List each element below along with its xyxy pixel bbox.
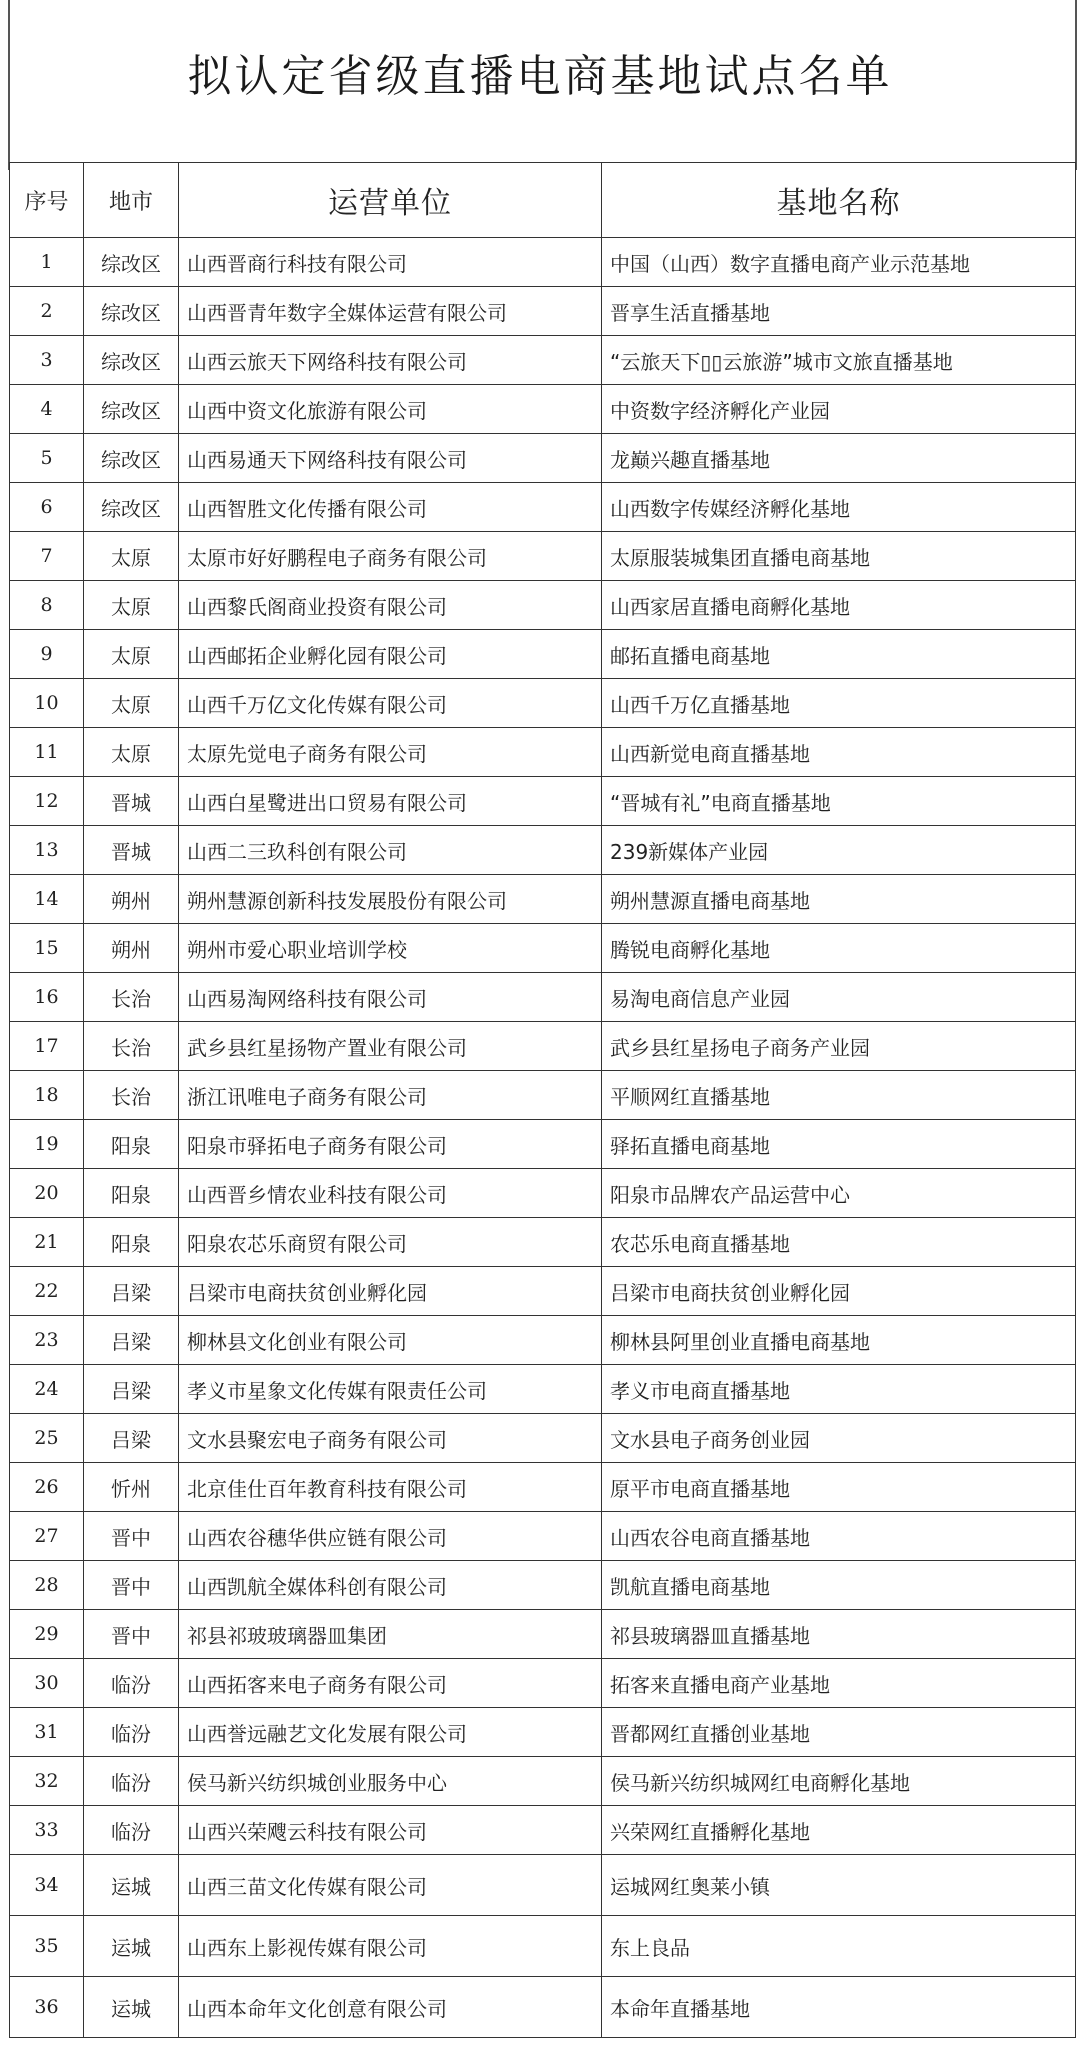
row-index: 24 — [10, 1365, 84, 1414]
row-operator: 山西二三玖科创有限公司 — [179, 826, 602, 875]
table-row — [10, 1977, 1076, 2038]
row-index: 29 — [10, 1610, 84, 1659]
row-operator: 山西农谷穗华供应链有限公司 — [179, 1512, 602, 1561]
row-base-name: 山西数字传媒经济孵化基地 — [602, 483, 1076, 532]
row-base-name: 吕梁市电商扶贫创业孵化园 — [602, 1267, 1076, 1316]
row-base-name: 山西新觉电商直播基地 — [602, 728, 1076, 777]
row-index: 20 — [10, 1169, 84, 1218]
row-index: 7 — [10, 532, 84, 581]
row-city: 综改区 — [84, 287, 179, 336]
table-row — [10, 434, 1076, 483]
row-base-name: 晋都网红直播创业基地 — [602, 1708, 1076, 1757]
table-row — [10, 1120, 1076, 1169]
row-base-name: 易淘电商信息产业园 — [602, 973, 1076, 1022]
row-operator: 山西易通天下网络科技有限公司 — [179, 434, 602, 483]
row-operator: 阳泉市驿拓电子商务有限公司 — [179, 1120, 602, 1169]
row-base-name: 运城网红奥莱小镇 — [602, 1855, 1076, 1916]
row-city: 临汾 — [84, 1806, 179, 1855]
row-city: 综改区 — [84, 483, 179, 532]
row-operator: 山西智胜文化传播有限公司 — [179, 483, 602, 532]
table-row — [10, 238, 1076, 287]
row-index: 32 — [10, 1757, 84, 1806]
row-operator: 山西晋商行科技有限公司 — [179, 238, 602, 287]
row-operator: 孝义市星象文化传媒有限责任公司 — [179, 1365, 602, 1414]
table-header-row — [10, 163, 1076, 238]
table-row — [10, 728, 1076, 777]
row-base-name: 侯马新兴纺织城网红电商孵化基地 — [602, 1757, 1076, 1806]
table-row — [10, 287, 1076, 336]
row-operator: 祁县祁玻玻璃器皿集团 — [179, 1610, 602, 1659]
table-row — [10, 1757, 1076, 1806]
row-operator: 山西邮拓企业孵化园有限公司 — [179, 630, 602, 679]
row-index: 33 — [10, 1806, 84, 1855]
row-operator: 山西云旅天下网络科技有限公司 — [179, 336, 602, 385]
row-city: 晋中 — [84, 1610, 179, 1659]
row-operator: 太原市好好鹏程电子商务有限公司 — [179, 532, 602, 581]
table-row — [10, 973, 1076, 1022]
row-city: 太原 — [84, 630, 179, 679]
table-row — [10, 1855, 1076, 1916]
row-city: 综改区 — [84, 434, 179, 483]
row-index: 21 — [10, 1218, 84, 1267]
row-operator: 山西中资文化旅游有限公司 — [179, 385, 602, 434]
row-operator: 太原先觉电子商务有限公司 — [179, 728, 602, 777]
row-city: 晋城 — [84, 777, 179, 826]
row-operator: 山西三苗文化传媒有限公司 — [179, 1855, 602, 1916]
row-index: 11 — [10, 728, 84, 777]
row-base-name: 山西家居直播电商孵化基地 — [602, 581, 1076, 630]
header-operator: 运营单位 — [179, 163, 602, 238]
row-index: 1 — [10, 238, 84, 287]
row-base-name: 拓客来直播电商产业基地 — [602, 1659, 1076, 1708]
row-operator: 山西本命年文化创意有限公司 — [179, 1977, 602, 2038]
row-index: 28 — [10, 1561, 84, 1610]
row-city: 朔州 — [84, 924, 179, 973]
table-row — [10, 483, 1076, 532]
row-base-name: 原平市电商直播基地 — [602, 1463, 1076, 1512]
row-index: 36 — [10, 1977, 84, 2038]
row-index: 10 — [10, 679, 84, 728]
pilot-list-table — [9, 162, 1076, 2038]
row-index: 35 — [10, 1916, 84, 1977]
row-index: 34 — [10, 1855, 84, 1916]
row-index: 6 — [10, 483, 84, 532]
row-operator: 山西千万亿文化传媒有限公司 — [179, 679, 602, 728]
table-row — [10, 679, 1076, 728]
row-operator: 山西晋乡情农业科技有限公司 — [179, 1169, 602, 1218]
row-base-name: 太原服装城集团直播电商基地 — [602, 532, 1076, 581]
row-base-name: 柳林县阿里创业直播电商基地 — [602, 1316, 1076, 1365]
table-row — [10, 826, 1076, 875]
row-index: 17 — [10, 1022, 84, 1071]
row-index: 5 — [10, 434, 84, 483]
row-base-name: 平顺网红直播基地 — [602, 1071, 1076, 1120]
row-city: 晋中 — [84, 1561, 179, 1610]
row-index: 19 — [10, 1120, 84, 1169]
header-index: 序号 — [10, 163, 84, 238]
row-base-name: 东上良品 — [602, 1916, 1076, 1977]
row-operator: 柳林县文化创业有限公司 — [179, 1316, 602, 1365]
row-base-name: 中资数字经济孵化产业园 — [602, 385, 1076, 434]
row-base-name: 武乡县红星扬电子商务产业园 — [602, 1022, 1076, 1071]
row-base-name: 龙巅兴趣直播基地 — [602, 434, 1076, 483]
table-row — [10, 1267, 1076, 1316]
row-city: 太原 — [84, 679, 179, 728]
table-row — [10, 336, 1076, 385]
row-city: 朔州 — [84, 875, 179, 924]
row-index: 22 — [10, 1267, 84, 1316]
table-row — [10, 924, 1076, 973]
table-row — [10, 630, 1076, 679]
row-city: 运城 — [84, 1855, 179, 1916]
row-city: 太原 — [84, 728, 179, 777]
row-operator: 朔州慧源创新科技发展股份有限公司 — [179, 875, 602, 924]
row-operator: 阳泉农芯乐商贸有限公司 — [179, 1218, 602, 1267]
table-body — [10, 238, 1076, 2038]
table-row — [10, 1316, 1076, 1365]
row-base-name: 239新媒体产业园 — [602, 826, 1076, 875]
row-index: 23 — [10, 1316, 84, 1365]
table-row — [10, 777, 1076, 826]
row-base-name: 本命年直播基地 — [602, 1977, 1076, 2038]
row-base-name: “云旅天下▯▯云旅游”城市文旅直播基地 — [602, 336, 1076, 385]
row-city: 运城 — [84, 1977, 179, 2038]
row-operator: 武乡县红星扬物产置业有限公司 — [179, 1022, 602, 1071]
row-city: 太原 — [84, 581, 179, 630]
row-base-name: 阳泉市品牌农产品运营中心 — [602, 1169, 1076, 1218]
row-operator: 侯马新兴纺织城创业服务中心 — [179, 1757, 602, 1806]
table-row — [10, 1659, 1076, 1708]
row-base-name: 凯航直播电商基地 — [602, 1561, 1076, 1610]
row-base-name: 祁县玻璃器皿直播基地 — [602, 1610, 1076, 1659]
row-index: 12 — [10, 777, 84, 826]
row-index: 18 — [10, 1071, 84, 1120]
row-index: 8 — [10, 581, 84, 630]
row-operator: 吕梁市电商扶贫创业孵化园 — [179, 1267, 602, 1316]
row-city: 运城 — [84, 1916, 179, 1977]
row-index: 31 — [10, 1708, 84, 1757]
table-row — [10, 1561, 1076, 1610]
row-operator: 朔州市爱心职业培训学校 — [179, 924, 602, 973]
row-base-name: 农芯乐电商直播基地 — [602, 1218, 1076, 1267]
table-row — [10, 1071, 1076, 1120]
row-index: 9 — [10, 630, 84, 679]
table-row — [10, 1463, 1076, 1512]
row-index: 16 — [10, 973, 84, 1022]
row-base-name: 兴荣网红直播孵化基地 — [602, 1806, 1076, 1855]
row-base-name: 中国（山西）数字直播电商产业示范基地 — [602, 238, 1076, 287]
row-city: 综改区 — [84, 238, 179, 287]
row-operator: 山西易淘网络科技有限公司 — [179, 973, 602, 1022]
row-city: 长治 — [84, 973, 179, 1022]
table-row — [10, 875, 1076, 924]
row-operator: 北京佳仕百年教育科技有限公司 — [179, 1463, 602, 1512]
row-index: 13 — [10, 826, 84, 875]
table-row — [10, 1806, 1076, 1855]
table-row — [10, 1512, 1076, 1561]
table-row — [10, 532, 1076, 581]
row-operator: 山西白星鹭进出口贸易有限公司 — [179, 777, 602, 826]
row-city: 晋中 — [84, 1512, 179, 1561]
row-city: 临汾 — [84, 1708, 179, 1757]
row-operator: 山西晋青年数字全媒体运营有限公司 — [179, 287, 602, 336]
row-index: 27 — [10, 1512, 84, 1561]
row-index: 3 — [10, 336, 84, 385]
row-city: 阳泉 — [84, 1218, 179, 1267]
row-index: 4 — [10, 385, 84, 434]
row-city: 太原 — [84, 532, 179, 581]
row-city: 阳泉 — [84, 1120, 179, 1169]
row-city: 晋城 — [84, 826, 179, 875]
row-operator: 山西凯航全媒体科创有限公司 — [179, 1561, 602, 1610]
row-base-name: “晋城有礼”电商直播基地 — [602, 777, 1076, 826]
table-row — [10, 1169, 1076, 1218]
row-index: 26 — [10, 1463, 84, 1512]
row-operator: 山西黎氏阁商业投资有限公司 — [179, 581, 602, 630]
row-city: 阳泉 — [84, 1169, 179, 1218]
row-base-name: 朔州慧源直播电商基地 — [602, 875, 1076, 924]
row-city: 长治 — [84, 1022, 179, 1071]
header-city: 地市 — [84, 163, 179, 238]
row-operator: 山西誉远融艺文化发展有限公司 — [179, 1708, 602, 1757]
row-index: 14 — [10, 875, 84, 924]
row-operator: 文水县聚宏电子商务有限公司 — [179, 1414, 602, 1463]
row-city: 吕梁 — [84, 1267, 179, 1316]
row-operator: 山西拓客来电子商务有限公司 — [179, 1659, 602, 1708]
row-base-name: 山西千万亿直播基地 — [602, 679, 1076, 728]
table-row — [10, 1218, 1076, 1267]
row-base-name: 腾锐电商孵化基地 — [602, 924, 1076, 973]
row-city: 临汾 — [84, 1757, 179, 1806]
row-base-name: 山西农谷电商直播基地 — [602, 1512, 1076, 1561]
row-index: 15 — [10, 924, 84, 973]
row-city: 临汾 — [84, 1659, 179, 1708]
row-operator: 浙江讯唯电子商务有限公司 — [179, 1071, 602, 1120]
table-row — [10, 581, 1076, 630]
table-row — [10, 1610, 1076, 1659]
table-row — [10, 1365, 1076, 1414]
row-base-name: 孝义市电商直播基地 — [602, 1365, 1076, 1414]
row-base-name: 晋享生活直播基地 — [602, 287, 1076, 336]
row-city: 吕梁 — [84, 1316, 179, 1365]
header-base-name: 基地名称 — [602, 163, 1076, 238]
row-index: 30 — [10, 1659, 84, 1708]
table-row — [10, 1414, 1076, 1463]
table-row — [10, 385, 1076, 434]
table-row — [10, 1022, 1076, 1071]
row-city: 吕梁 — [84, 1414, 179, 1463]
row-base-name: 驿拓直播电商基地 — [602, 1120, 1076, 1169]
row-base-name: 邮拓直播电商基地 — [602, 630, 1076, 679]
row-operator: 山西兴荣飕云科技有限公司 — [179, 1806, 602, 1855]
row-city: 综改区 — [84, 385, 179, 434]
row-city: 吕梁 — [84, 1365, 179, 1414]
row-city: 忻州 — [84, 1463, 179, 1512]
page-title: 拟认定省级直播电商基地试点名单 — [187, 51, 893, 102]
row-index: 25 — [10, 1414, 84, 1463]
row-city: 综改区 — [84, 336, 179, 385]
row-index: 2 — [10, 287, 84, 336]
row-city: 长治 — [84, 1071, 179, 1120]
row-base-name: 文水县电子商务创业园 — [602, 1414, 1076, 1463]
table-row — [10, 1708, 1076, 1757]
row-operator: 山西东上影视传媒有限公司 — [179, 1916, 602, 1977]
table-row — [10, 1916, 1076, 1977]
